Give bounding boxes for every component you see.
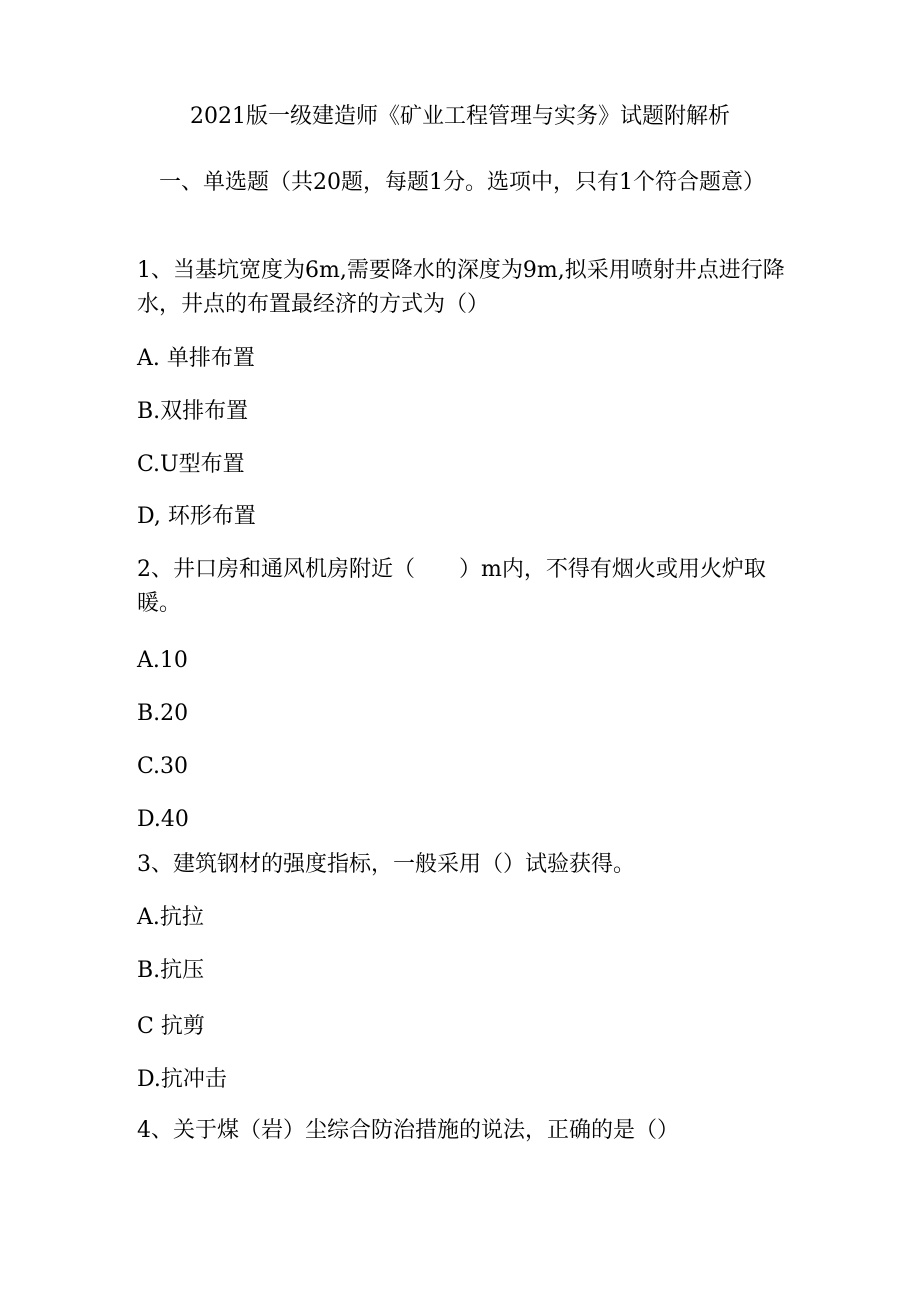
question-3-option-d: D.抗冲击 (137, 1067, 227, 1092)
question-2-stem: 2、井口房和通风机房附近（ ）m内，不得有烟火或用火炉取暖。 (137, 557, 766, 616)
question-4-stem: 4、关于煤（岩）尘综合防治措施的说法，正确的是（） (137, 1118, 679, 1143)
document-title: 2021版一级建造师《矿业工程管理与实务》试题附解析 (190, 104, 730, 129)
question-2-option-a: A.10 (137, 648, 188, 673)
question-2-option-c: C.30 (137, 754, 189, 779)
question-1-option-c: C.U型布置 (137, 452, 245, 477)
question-3-option-c: C 抗剪 (137, 1014, 205, 1039)
question-3-stem: 3、建筑钢材的强度指标，一般采用（）试验获得。 (137, 852, 635, 877)
question-3-option-a: A.抗拉 (137, 905, 204, 930)
question-2-option-d: D.40 (137, 807, 189, 832)
question-1-option-a: A. 单排布置 (137, 346, 255, 371)
question-1-stem: 1、当基坑宽度为6m,需要降水的深度为9m,拟采用喷射井点进行降水，井点的布置最经济的方式为（） (137, 258, 785, 317)
question-2-option-b: B.20 (137, 701, 189, 726)
question-1-option-b: B.双排布置 (137, 399, 249, 424)
section-heading: 一、单选题（共20题，每题1分。选项中，只有1个符合题意） (159, 170, 765, 195)
question-3-option-b: B.抗压 (137, 958, 205, 983)
question-1-option-d: D, 环形布置 (137, 504, 256, 529)
